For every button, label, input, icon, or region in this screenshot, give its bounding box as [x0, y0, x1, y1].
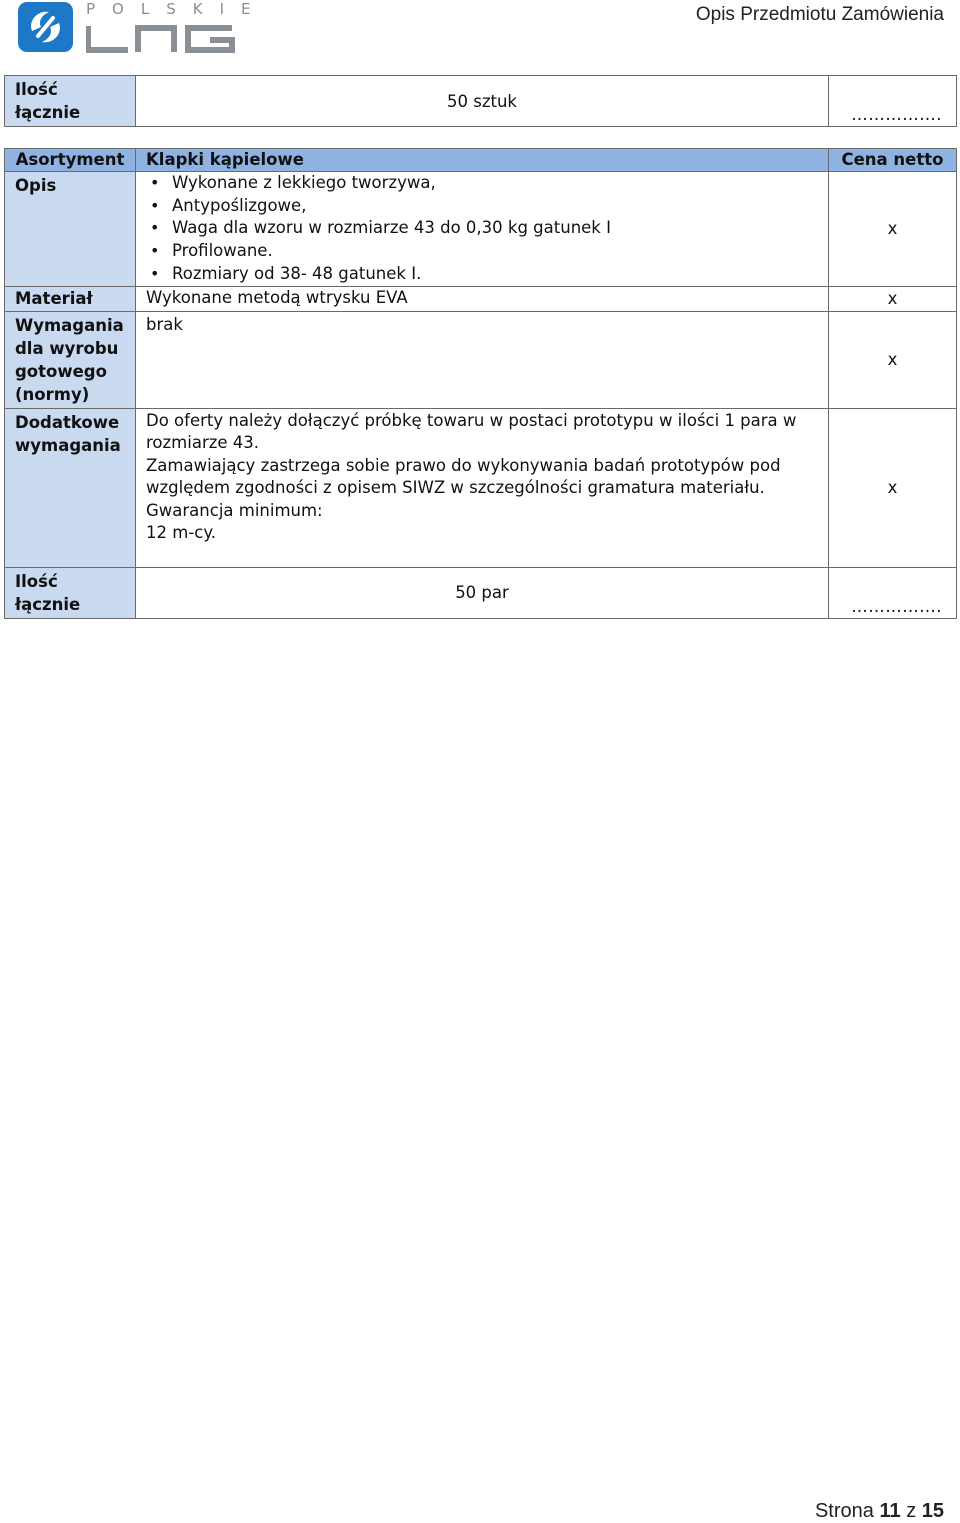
header-asortyment: Asortyment: [5, 149, 136, 172]
description-list: [136, 172, 828, 286]
additional-requirements-cell: [136, 408, 829, 567]
additional-text-sample: Do oferty należy dołączyć próbkę towaru w postaci prototypu w ilości 1 para w rozmiarze 43.: [146, 410, 797, 453]
price-placeholder: …………….: [829, 76, 957, 127]
row-label-wymagania: Wymagania dla wyrobu gotowego (normy): [5, 311, 136, 408]
list-item: • Wykonane z lekkiego tworzywa,: [150, 172, 828, 195]
requirements-value: brak: [136, 311, 829, 408]
list-item: • Waga dla wzoru w rozmiarze 43 do 0,30 kg gatunek I: [150, 217, 828, 240]
company-logo: [18, 0, 268, 54]
additional-text-testing: Zamawiający zastrzega sobie prawo do wykonywania badań prototypów pod względem zgodności z opisem SIWZ w szczególności gramatura materiału.: [146, 455, 781, 498]
row-label-material: Materiał: [5, 286, 136, 311]
row-label-dodatkowe: Dodatkowe wymagania: [5, 408, 136, 567]
additional-text-warranty-value: 12 m-cy.: [146, 523, 216, 543]
price-placeholder: …………….: [829, 567, 957, 618]
list-item: • Rozmiary od 38- 48 gatunek I.: [150, 263, 828, 286]
product-spec-table: [4, 148, 957, 619]
logo-top-text: POLSKIE: [86, 0, 268, 18]
price-cell-opis: x: [829, 172, 957, 287]
additional-text-warranty-label: Gwarancja minimum:: [146, 500, 323, 520]
quantity-value: 50 sztuk: [136, 76, 829, 127]
logo-mark-icon: [18, 2, 73, 52]
logo-lng-wordmark: [86, 24, 238, 54]
quantity-label: Ilość łącznie: [5, 76, 136, 127]
list-item: • Antypoślizgowe,: [150, 195, 828, 218]
price-cell-material: x: [829, 286, 957, 311]
footer-page-number: 11: [879, 1500, 901, 1522]
price-cell-dodatkowe: x: [829, 408, 957, 567]
quantity-value: 50 par: [136, 567, 829, 618]
header-product-name: Klapki kąpielowe: [136, 149, 829, 172]
quantity-table-top: [4, 75, 957, 127]
description-cell: [136, 172, 829, 287]
row-label-ilosc: Ilość łącznie: [5, 567, 136, 618]
header-price: Cena netto: [829, 149, 957, 172]
footer-prefix: Strona: [814, 1500, 874, 1522]
material-value: Wykonane metodą wtrysku EVA: [136, 286, 829, 311]
page-footer: [815, 1500, 944, 1523]
price-cell-wymagania: x: [829, 311, 957, 408]
row-label-opis: Opis: [5, 172, 136, 287]
footer-total-pages: 15: [921, 1500, 944, 1522]
list-item: • Profilowane.: [150, 240, 828, 263]
document-title: Opis Przedmiotu Zamówienia: [695, 4, 944, 25]
footer-separator: z: [906, 1500, 917, 1522]
